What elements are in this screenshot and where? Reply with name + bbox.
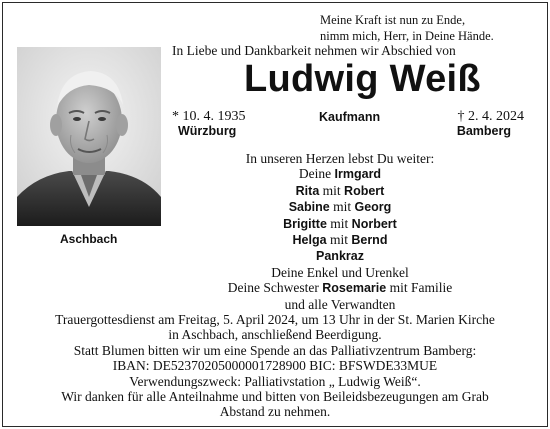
mourners-heading: In unseren Herzen lebst Du weiter:: [245, 151, 435, 166]
service-line-1: Trauergottesdienst am Freitag, 5. April 2024, um 13 Uhr in der St. Marien Kirche: [55, 312, 495, 327]
child-name: Sabine: [288, 200, 330, 215]
bank-details: IBAN: DE52370205000001728900 BIC: BFSWDE33MUE: [112, 358, 438, 374]
couple-connector: mit: [322, 182, 341, 198]
portrait-photo: [17, 47, 161, 226]
birth-place: Würzburg: [178, 124, 237, 138]
child-name: Brigitte: [283, 216, 327, 231]
mourner-relatives: und alle Verwandten: [284, 296, 396, 312]
spouse-name: Irmgard: [334, 167, 382, 182]
service-details: [0, 312, 550, 420]
verse-line-2: nimm mich, Herr, in Deine Hände.: [320, 29, 494, 43]
death-date: † 2. 4. 2024: [457, 109, 524, 124]
verse-quote: [320, 12, 520, 44]
mourners-list: [175, 151, 505, 312]
child-name: Rita: [295, 183, 320, 198]
deceased-name: Ludwig Weiß: [244, 58, 481, 100]
donation-request: Statt Blumen bitten wir um eine Spende an das Palliativzentrum Bamberg:: [73, 342, 477, 358]
donation-reference: Verwendungszweck: Palliativstation „ Ludwig Weiß“.: [129, 373, 421, 389]
residence-place: Aschbach: [60, 232, 118, 246]
service-line-2: in Aschbach, anschließend Beerdigung.: [168, 327, 382, 343]
partner-name: Georg: [354, 200, 392, 215]
spouse-prefix: Deine: [298, 166, 332, 182]
couple-connector: mit: [329, 232, 348, 248]
verse-line-1: Meine Kraft ist nun zu Ende,: [320, 13, 466, 27]
couple-connector: mit: [330, 215, 349, 231]
sister-name: Rosemarie: [322, 281, 387, 296]
mourner-grandchildren: Deine Enkel und Urenkel: [271, 264, 409, 280]
thanks-line-1: Wir danken für alle Anteilnahme und bitten von Beileidsbezeugungen am Grab: [61, 389, 489, 405]
child-name: Pankraz: [316, 249, 364, 264]
mourner-sister: [175, 280, 505, 296]
partner-name: Bernd: [351, 233, 388, 248]
sister-suffix: mit Familie: [389, 280, 453, 296]
partner-name: Norbert: [351, 216, 397, 231]
thanks-line-2: Abstand zu nehmen.: [219, 404, 331, 420]
death-place: Bamberg: [456, 124, 511, 138]
mourner-couple: [175, 232, 505, 248]
mourner-couple: [175, 199, 505, 215]
occupation: Kaufmann: [319, 110, 381, 124]
portrait-image: [17, 47, 161, 226]
birth-date: * 10. 4. 1935: [172, 109, 246, 124]
couple-connector: mit: [333, 199, 352, 215]
mourner-couple: [175, 183, 505, 199]
mourner-single: [175, 248, 505, 264]
partner-name: Robert: [344, 183, 385, 198]
mourner-spouse: [175, 166, 505, 182]
mourner-couple: [175, 216, 505, 232]
sister-prefix: Deine Schwester: [227, 280, 319, 296]
child-name: Helga: [292, 233, 327, 248]
farewell-intro: In Liebe und Dankbarkeit nehmen wir Abschied von: [172, 43, 456, 58]
